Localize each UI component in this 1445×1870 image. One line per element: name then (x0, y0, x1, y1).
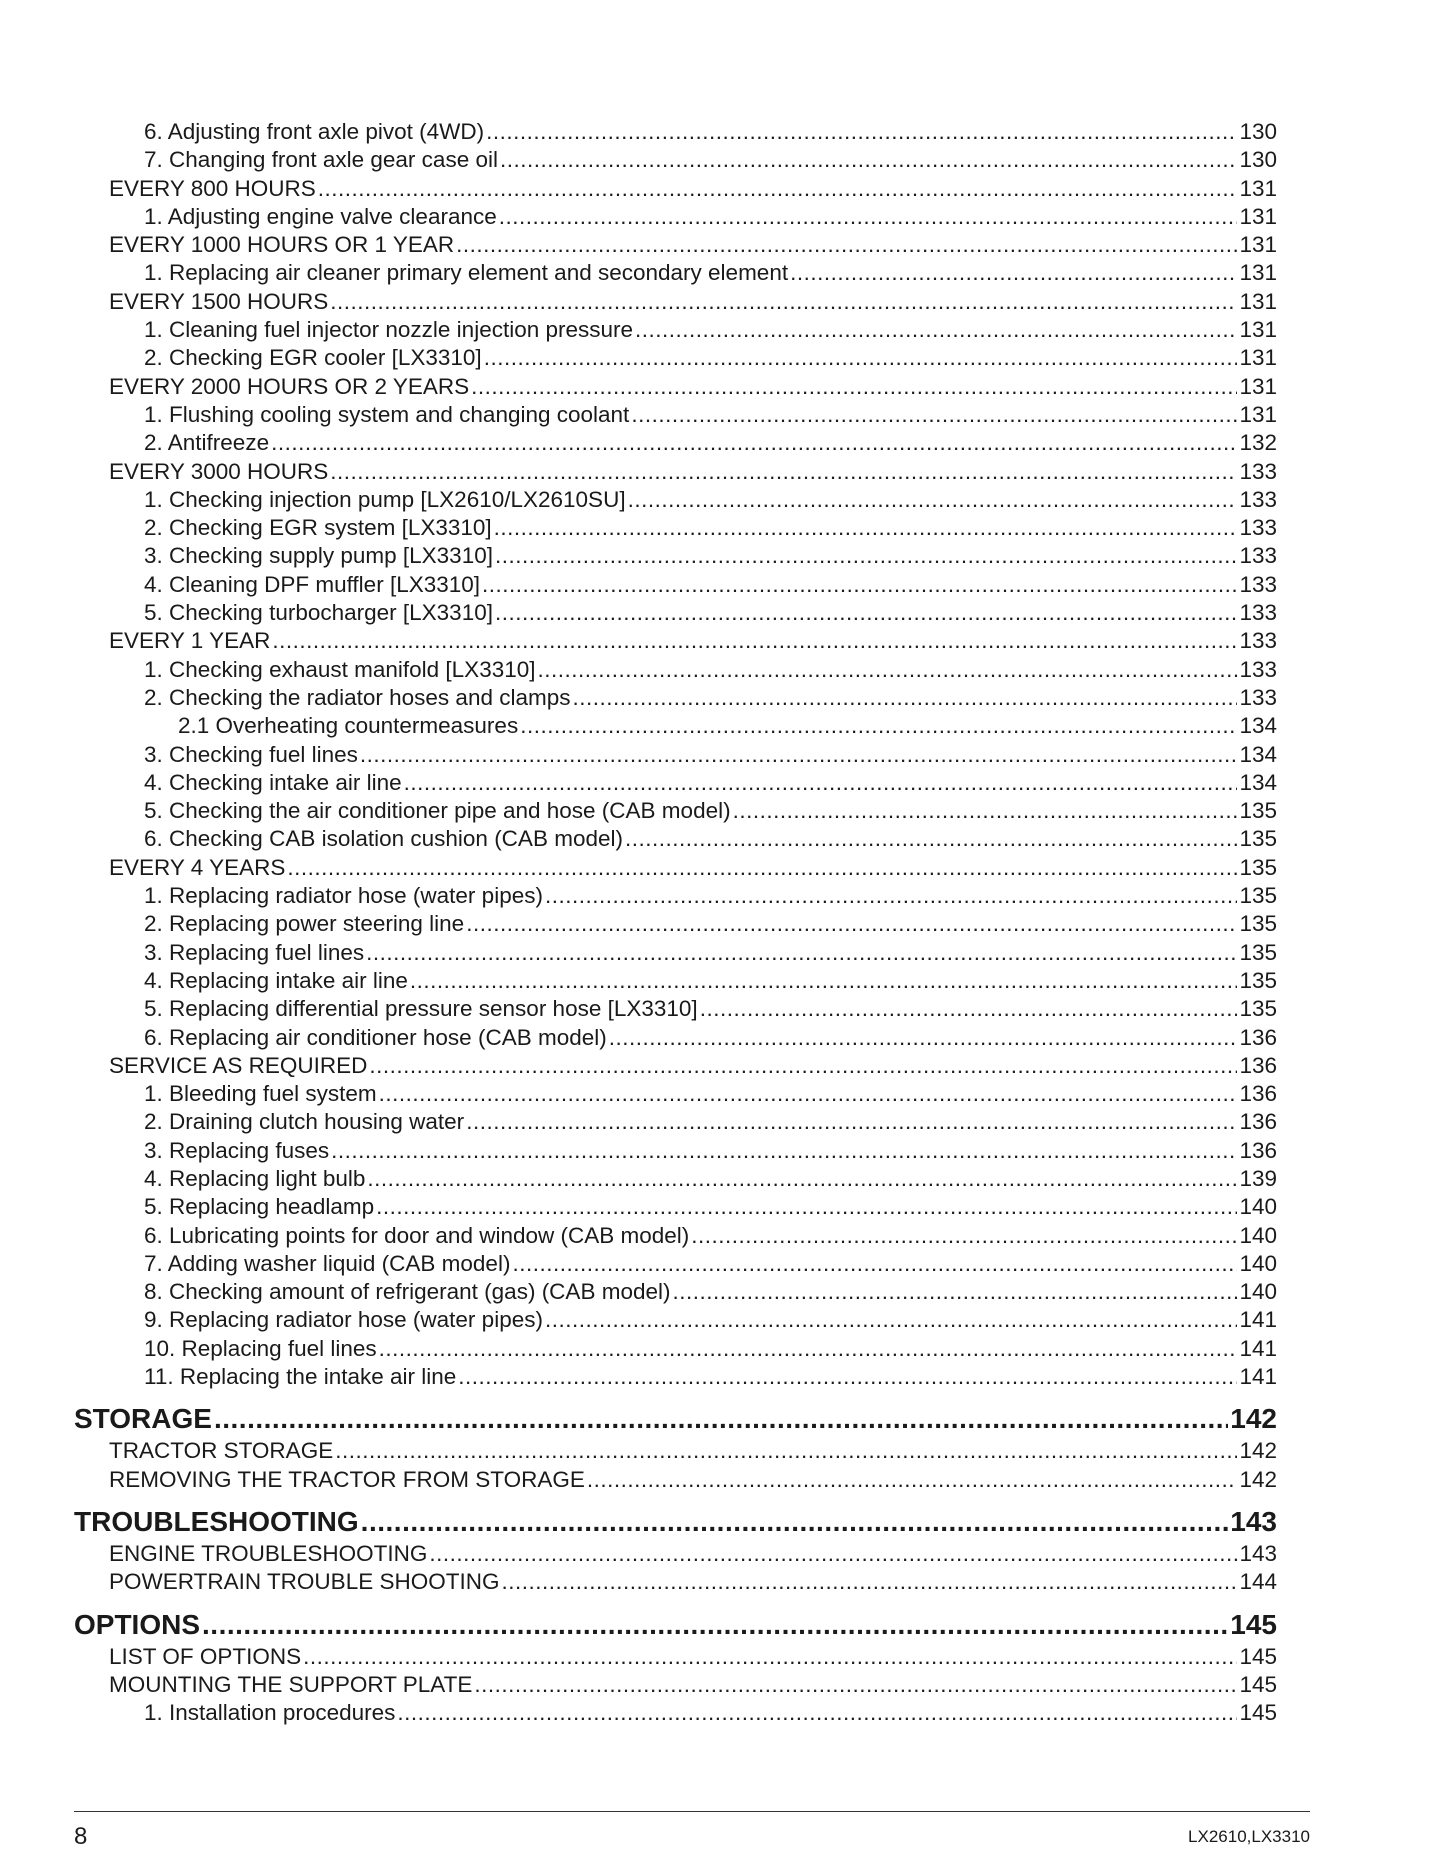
toc-page-number: 135 (1239, 996, 1277, 1022)
toc-page-number: 133 (1239, 571, 1277, 597)
toc-subsection[interactable] (74, 486, 1277, 514)
toc-subsection[interactable] (74, 429, 1277, 457)
toc-chapter[interactable] (74, 1607, 1277, 1642)
toc-page-number: 131 (1239, 175, 1277, 201)
toc-page-number: 135 (1239, 967, 1277, 993)
toc-dot-leader (376, 1193, 1237, 1221)
toc-subsection[interactable] (74, 1108, 1277, 1136)
toc-page-number: 145 (1230, 1608, 1277, 1640)
toc-entry-title: 10. Replacing fuel lines (144, 1335, 377, 1361)
toc-section[interactable] (74, 1540, 1277, 1568)
toc-subsection[interactable] (74, 1080, 1277, 1108)
toc-dot-leader (202, 1607, 1228, 1642)
toc-page-number: 133 (1239, 684, 1277, 710)
toc-page-number: 141 (1239, 1307, 1277, 1333)
toc-page-number: 133 (1239, 515, 1277, 541)
toc-subsection[interactable] (74, 1335, 1277, 1363)
toc-entry-title: 2. Draining clutch housing water (144, 1109, 465, 1135)
toc-entry-title: 3. Replacing fuel lines (144, 939, 365, 965)
toc-subsection[interactable] (74, 712, 1277, 740)
toc-page-number: 134 (1239, 713, 1277, 739)
toc-dot-leader (486, 118, 1237, 146)
toc-entry-title: 2. Replacing power steering line (144, 911, 465, 937)
toc-subsection[interactable] (74, 882, 1277, 910)
toc-section[interactable] (74, 854, 1277, 882)
toc-entry-title: 1. Installation procedures (144, 1700, 396, 1726)
toc-entry-title: ENGINE TROUBLESHOOTING (109, 1540, 428, 1566)
toc-dot-leader (287, 854, 1237, 882)
toc-entry-title: 6. Adjusting front axle pivot (4WD) (144, 119, 485, 144)
toc-dot-leader (628, 486, 1238, 514)
toc-entry-title: EVERY 1000 HOURS OR 1 YEAR (109, 232, 455, 258)
toc-entry-title: EVERY 1500 HOURS (109, 288, 329, 314)
toc-entry-title: 9. Replacing radiator hose (water pipes) (144, 1307, 543, 1333)
footer-divider (74, 1811, 1310, 1812)
toc-section[interactable] (74, 1568, 1277, 1596)
footer-page-number: 8 (74, 1823, 88, 1850)
toc-dot-leader (367, 1165, 1237, 1193)
toc-subsection[interactable] (74, 741, 1277, 769)
toc-subsection[interactable] (74, 401, 1277, 429)
toc-page-number: 134 (1239, 741, 1277, 767)
toc-page-number: 135 (1239, 798, 1277, 824)
toc-dot-leader (410, 967, 1238, 995)
toc-section[interactable] (74, 1052, 1277, 1080)
toc-page-number: 140 (1239, 1250, 1277, 1276)
toc-dot-leader (499, 203, 1238, 231)
toc-chapter[interactable] (74, 1401, 1277, 1436)
toc-dot-leader (520, 712, 1237, 740)
toc-entry-title: SERVICE AS REQUIRED (109, 1052, 368, 1078)
toc-page-number: 131 (1239, 260, 1277, 286)
toc-entry-title: 3. Checking supply pump [LX3310] (144, 543, 493, 569)
toc-dot-leader (466, 1108, 1237, 1136)
toc-entry-title: TRACTOR STORAGE (109, 1438, 334, 1464)
toc-entry-title: EVERY 1 YEAR (109, 628, 271, 654)
toc-entry-title: 2. Checking EGR cooler [LX3310] (144, 345, 482, 371)
toc-page-number: 131 (1239, 317, 1277, 343)
toc-dot-leader (691, 1222, 1237, 1250)
toc-entry-title: 8. Checking amount of refrigerant (gas) (CAB model) (144, 1279, 671, 1305)
toc-entry-title: 7. Adding washer liquid (CAB model) (144, 1250, 511, 1276)
toc-page-number: 131 (1239, 288, 1277, 314)
toc-dot-leader (501, 1568, 1237, 1596)
toc-section[interactable] (74, 231, 1277, 259)
toc-entry-title: REMOVING THE TRACTOR FROM STORAGE (109, 1466, 585, 1492)
toc-subsection[interactable] (74, 1193, 1277, 1221)
toc-entry-title: 3. Checking fuel lines (144, 741, 358, 767)
toc-subsection[interactable] (74, 967, 1277, 995)
toc-dot-leader (330, 288, 1237, 316)
toc-entry-title: 1. Checking injection pump [LX2610/LX2610SU] (144, 486, 626, 512)
toc-entry-title: 6. Replacing air conditioner hose (CAB model) (144, 1024, 607, 1050)
toc-subsection[interactable] (74, 939, 1277, 967)
toc-subsection[interactable] (74, 118, 1277, 146)
toc-dot-leader (303, 1643, 1237, 1671)
toc-dot-leader (466, 910, 1237, 938)
toc-entry-title: 4. Checking intake air line (144, 769, 402, 795)
toc-dot-leader (379, 1080, 1238, 1108)
toc-entry-title: 1. Flushing cooling system and changing coolant (144, 401, 630, 427)
toc-page-number: 135 (1239, 883, 1277, 909)
toc-page-number: 136 (1239, 1109, 1277, 1135)
toc-dot-leader (635, 316, 1237, 344)
toc-page-number: 145 (1239, 1700, 1277, 1726)
toc-subsection[interactable] (74, 1699, 1277, 1727)
toc-dot-leader (369, 1052, 1237, 1080)
table-of-contents (74, 118, 1277, 1727)
toc-entry-title: EVERY 800 HOURS (109, 175, 316, 201)
toc-page-number: 140 (1239, 1222, 1277, 1248)
toc-subsection[interactable] (74, 203, 1277, 231)
toc-entry-title: 1. Bleeding fuel system (144, 1081, 377, 1107)
toc-entry-title: 6. Lubricating points for door and window (CAB model) (144, 1222, 690, 1248)
toc-dot-leader (545, 1306, 1237, 1334)
toc-entry-title: EVERY 3000 HOURS (109, 458, 329, 484)
toc-dot-leader (672, 1278, 1237, 1306)
toc-chapter[interactable] (74, 1504, 1277, 1539)
toc-dot-leader (335, 1437, 1237, 1465)
toc-subsection[interactable] (74, 797, 1277, 825)
toc-dot-leader (214, 1401, 1228, 1436)
toc-page-number: 143 (1239, 1540, 1277, 1566)
toc-dot-leader (272, 627, 1237, 655)
toc-page-number: 142 (1230, 1403, 1277, 1435)
toc-entry-title: STORAGE (74, 1403, 212, 1435)
toc-page-number: 131 (1239, 203, 1277, 229)
toc-page-number: 139 (1239, 1165, 1277, 1191)
toc-page-number: 142 (1239, 1438, 1277, 1464)
toc-subsection[interactable] (74, 1222, 1277, 1250)
toc-entry-title: 7. Changing front axle gear case oil (144, 147, 498, 173)
toc-dot-leader (573, 684, 1238, 712)
toc-dot-leader (484, 344, 1238, 372)
toc-section[interactable] (74, 175, 1277, 203)
toc-dot-leader (790, 259, 1237, 287)
toc-page-number: 141 (1239, 1364, 1277, 1390)
toc-section[interactable] (74, 1437, 1277, 1465)
toc-entry-title: TROUBLESHOOTING (74, 1505, 359, 1537)
toc-entry-title: 4. Replacing intake air line (144, 967, 408, 993)
toc-page-number: 135 (1239, 911, 1277, 937)
footer-model-label: LX2610,LX3310 (1188, 1827, 1310, 1846)
toc-dot-leader (404, 769, 1238, 797)
toc-dot-leader (458, 1363, 1237, 1391)
toc-dot-leader (429, 1540, 1237, 1568)
toc-dot-leader (733, 797, 1238, 825)
toc-dot-leader (495, 599, 1237, 627)
toc-subsection[interactable] (74, 1250, 1277, 1278)
toc-subsection[interactable] (74, 769, 1277, 797)
toc-dot-leader (366, 939, 1237, 967)
toc-page-number: 131 (1239, 345, 1277, 371)
toc-dot-leader (361, 1504, 1229, 1539)
toc-page-number: 142 (1239, 1466, 1277, 1492)
toc-page-number: 131 (1239, 401, 1277, 427)
toc-page-number: 144 (1239, 1569, 1277, 1595)
toc-page-number: 135 (1239, 854, 1277, 880)
toc-entry-title: MOUNTING THE SUPPORT PLATE (109, 1671, 473, 1697)
toc-subsection[interactable] (74, 259, 1277, 287)
toc-entry-title: 5. Checking turbocharger [LX3310] (144, 600, 493, 626)
toc-subsection[interactable] (74, 1165, 1277, 1193)
toc-dot-leader (512, 1250, 1237, 1278)
toc-dot-leader (500, 146, 1237, 174)
toc-entry-title: 4. Replacing light bulb (144, 1165, 366, 1191)
toc-dot-leader (379, 1335, 1238, 1363)
toc-entry-title: 4. Cleaning DPF muffler [LX3310] (144, 571, 481, 597)
toc-subsection[interactable] (74, 316, 1277, 344)
toc-dot-leader (700, 995, 1238, 1023)
toc-subsection[interactable] (74, 910, 1277, 938)
toc-entry-title: 11. Replacing the intake air line (144, 1364, 457, 1390)
toc-entry-title: EVERY 4 YEARS (109, 854, 286, 880)
toc-page-number: 140 (1239, 1194, 1277, 1220)
toc-entry-title: 2. Checking EGR system [LX3310] (144, 515, 492, 541)
toc-page-number: 133 (1239, 656, 1277, 682)
toc-page-number: 136 (1239, 1052, 1277, 1078)
toc-subsection[interactable] (74, 542, 1277, 570)
toc-dot-leader (609, 1024, 1238, 1052)
toc-page-number: 145 (1239, 1671, 1277, 1697)
toc-entry-title: 1. Replacing radiator hose (water pipes) (144, 883, 543, 909)
toc-dot-leader (271, 429, 1237, 457)
toc-section[interactable] (74, 1643, 1277, 1671)
toc-entry-title: 2.1 Overheating countermeasures (178, 713, 519, 739)
toc-subsection[interactable] (74, 599, 1277, 627)
toc-dot-leader (631, 401, 1237, 429)
toc-page-number: 133 (1239, 486, 1277, 512)
toc-page-number: 135 (1239, 826, 1277, 852)
toc-dot-leader (482, 571, 1237, 599)
toc-section[interactable] (74, 288, 1277, 316)
toc-subsection[interactable] (74, 1363, 1277, 1391)
toc-page-number: 132 (1239, 430, 1277, 456)
toc-page-number: 143 (1230, 1505, 1277, 1537)
toc-section[interactable] (74, 1671, 1277, 1699)
toc-dot-leader (456, 231, 1237, 259)
toc-page-number: 134 (1239, 769, 1277, 795)
toc-entry-title: 6. Checking CAB isolation cushion (CAB model) (144, 826, 623, 852)
toc-dot-leader (471, 373, 1237, 401)
toc-dot-leader (318, 175, 1238, 203)
toc-entry-title: EVERY 2000 HOURS OR 2 YEARS (109, 373, 470, 399)
toc-subsection[interactable] (74, 825, 1277, 853)
toc-dot-leader (545, 882, 1237, 910)
toc-page-number: 145 (1239, 1643, 1277, 1669)
toc-dot-leader (397, 1699, 1237, 1727)
toc-entry-title: 1. Checking exhaust manifold [LX3310] (144, 656, 536, 682)
toc-subsection[interactable] (74, 1137, 1277, 1165)
toc-subsection[interactable] (74, 514, 1277, 542)
toc-page-number: 141 (1239, 1335, 1277, 1361)
toc-subsection[interactable] (74, 146, 1277, 174)
toc-page-number: 131 (1239, 232, 1277, 258)
toc-entry-title: 5. Replacing differential pressure sensor hose [LX3310] (144, 996, 698, 1022)
toc-page-number: 130 (1239, 119, 1277, 144)
toc-subsection[interactable] (74, 1306, 1277, 1334)
toc-subsection[interactable] (74, 656, 1277, 684)
toc-subsection[interactable] (74, 571, 1277, 599)
toc-subsection[interactable] (74, 684, 1277, 712)
toc-page-number: 130 (1239, 147, 1277, 173)
toc-entry-title: 5. Checking the air conditioner pipe and hose (CAB model) (144, 798, 731, 824)
toc-entry-title: POWERTRAIN TROUBLE SHOOTING (109, 1569, 500, 1595)
toc-section[interactable] (74, 373, 1277, 401)
toc-entry-title: 3. Replacing fuses (144, 1137, 330, 1163)
toc-page-number: 133 (1239, 628, 1277, 654)
toc-dot-leader (331, 1137, 1237, 1165)
toc-entry-title: 1. Cleaning fuel injector nozzle injection pressure (144, 317, 634, 343)
toc-entry-title: 2. Checking the radiator hoses and clamps (144, 684, 571, 710)
toc-page-number: 131 (1239, 373, 1277, 399)
toc-entry-title: 1. Replacing air cleaner primary element and secondary element (144, 260, 789, 286)
toc-section[interactable] (74, 1466, 1277, 1494)
toc-page-number: 135 (1239, 939, 1277, 965)
toc-entry-title: OPTIONS (74, 1608, 201, 1640)
toc-dot-leader (360, 741, 1238, 769)
toc-dot-leader (330, 458, 1237, 486)
toc-subsection[interactable] (74, 344, 1277, 372)
toc-entry-title: LIST OF OPTIONS (109, 1643, 302, 1669)
toc-dot-leader (474, 1671, 1237, 1699)
toc-entry-title: 2. Antifreeze (144, 430, 270, 456)
toc-subsection[interactable] (74, 1024, 1277, 1052)
toc-page-number: 136 (1239, 1081, 1277, 1107)
toc-page-number: 136 (1239, 1024, 1277, 1050)
toc-dot-leader (538, 656, 1238, 684)
toc-dot-leader (495, 542, 1237, 570)
toc-subsection[interactable] (74, 1278, 1277, 1306)
toc-section[interactable] (74, 627, 1277, 655)
toc-entry-title: 5. Replacing headlamp (144, 1194, 375, 1220)
toc-page-number: 140 (1239, 1279, 1277, 1305)
toc-page-number: 136 (1239, 1137, 1277, 1163)
toc-dot-leader (587, 1466, 1238, 1494)
toc-page-number: 133 (1239, 543, 1277, 569)
toc-entry-title: 1. Adjusting engine valve clearance (144, 203, 497, 229)
toc-dot-leader (494, 514, 1238, 542)
toc-page-number: 133 (1239, 458, 1277, 484)
toc-dot-leader (625, 825, 1237, 853)
toc-page-number: 133 (1239, 600, 1277, 626)
toc-subsection[interactable] (74, 995, 1277, 1023)
toc-section[interactable] (74, 458, 1277, 486)
